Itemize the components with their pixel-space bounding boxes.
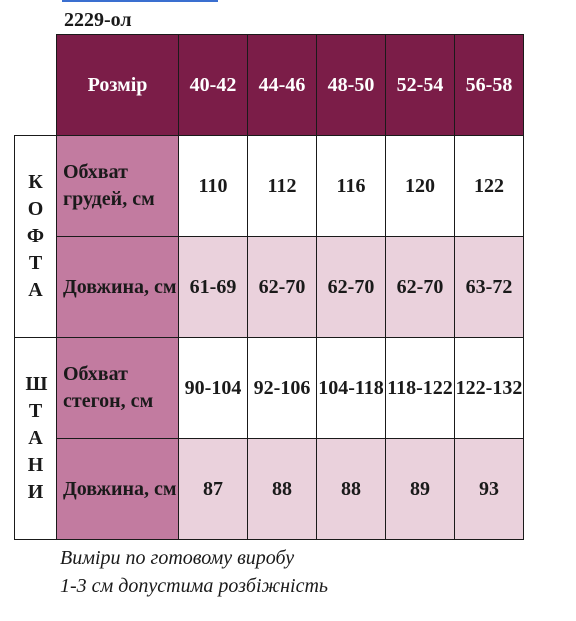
value-cell: 112 [248,136,317,237]
value-cell: 116 [317,136,386,237]
note-line: 1-3 см допустима розбіжність [60,575,329,597]
value-cell: 62-70 [317,237,386,338]
value-cell: 62-70 [248,237,317,338]
param-label: Обхват грудей, см [57,136,179,237]
size-table [14,34,524,540]
size-header: 48-50 [317,35,386,136]
value-cell: 93 [455,439,524,540]
table-row [15,136,524,237]
param-label: Довжина, см [57,237,179,338]
group-label-top [15,136,57,338]
value-cell: 88 [317,439,386,540]
value-cell: 120 [386,136,455,237]
group-name: КОФТА [26,171,45,301]
size-header: 40-42 [179,35,248,136]
note-line: Виміри по готовому виробу [60,547,295,569]
value-cell: 90-104 [179,338,248,439]
group-label-bottom [15,338,57,540]
size-header: 52-54 [386,35,455,136]
header-row [15,35,524,136]
top-accent-line [62,0,218,2]
value-cell: 110 [179,136,248,237]
value-cell: 61-69 [179,237,248,338]
group-name: ШТАНИ [25,373,48,503]
value-cell: 62-70 [386,237,455,338]
size-label-header: Розмір [57,35,179,136]
size-header: 44-46 [248,35,317,136]
blank-corner [15,35,57,136]
size-header: 56-58 [455,35,524,136]
value-cell: 92-106 [248,338,317,439]
value-cell: 88 [248,439,317,540]
table-row [15,439,524,540]
value-cell: 122 [455,136,524,237]
value-cell: 63-72 [455,237,524,338]
value-cell: 87 [179,439,248,540]
table-row [15,237,524,338]
product-code: 2229-ол [64,9,132,31]
notes [60,544,328,600]
value-cell: 89 [386,439,455,540]
value-cell: 118-122 [386,338,455,439]
param-label: Довжина, см [57,439,179,540]
table-row [15,338,524,439]
value-cell: 104-118 [317,338,386,439]
param-label: Обхват стегон, см [57,338,179,439]
value-cell: 122-132 [455,338,524,439]
